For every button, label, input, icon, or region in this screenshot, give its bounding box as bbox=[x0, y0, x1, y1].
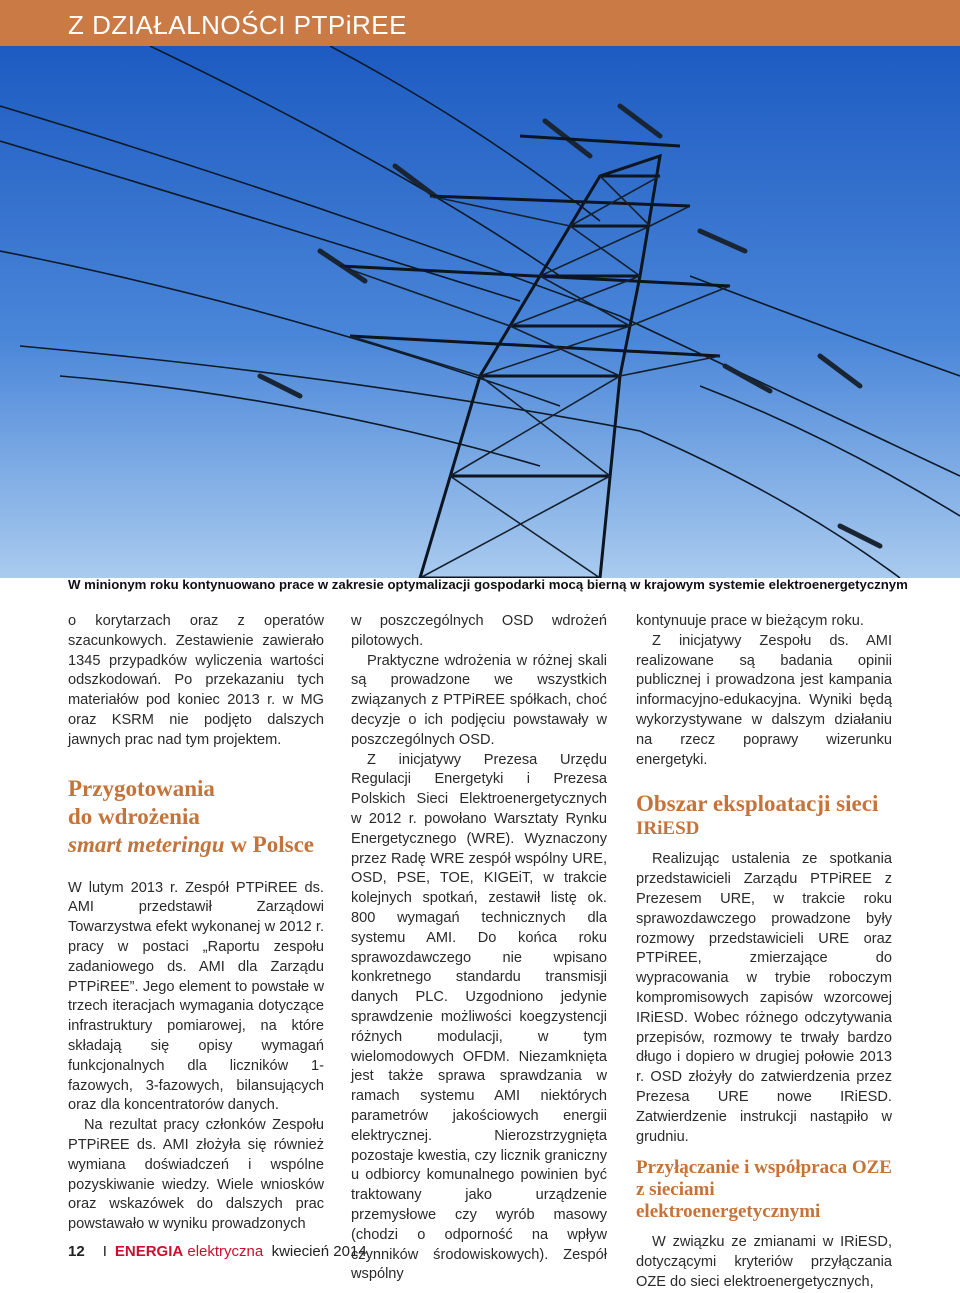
footer-separator: I bbox=[102, 1243, 107, 1260]
magazine-brand: ENERGIA bbox=[114, 1243, 184, 1260]
paragraph: w poszczególnych OSD wdrożeń pilotowych. bbox=[351, 613, 607, 649]
paragraph: W lutym 2013 r. Zespół PTPiREE ds. AMI przedstawił Zarządowi Towarzystwa efekt wykonanej w 2012 r. pracy w postaci „Raportu zespołu zadaniowego ds. AMI dla Zarządu PTPiREE”. Jego element to powstałe w trzech iteracjach wymagania dotyczące infrastruktury pomiarowej, na które składają się opisy wymagań funkcjonalnych dla liczników 1-fazowych, 3-fazowych, bilansujących oraz dla koncentratorów danych. bbox=[68, 879, 324, 1114]
section-heading-smart-metering bbox=[68, 775, 324, 859]
subheading-line: Przyłączanie i współpraca OZE bbox=[636, 1157, 892, 1179]
magazine-brand-suffix: elektryczna bbox=[187, 1243, 264, 1260]
column-3 bbox=[636, 612, 892, 1293]
paragraph: W związku ze zmianami w IRiESD, dotyczącymi kryteriów przyłączania OZE do sieci elektroenergetycznych, bbox=[636, 1234, 892, 1290]
section-header-bar bbox=[0, 0, 960, 46]
paragraph: Z inicjatywy Zespołu ds. AMI realizowane są badania opinii publicznej i prowadzona jest kampania informacyjno-edukacyjna. Wyniki będą wykorzystywane w dalszym działaniu na rzecz poprawy wizerunku energetyki. bbox=[636, 632, 892, 768]
paragraph: kontynuuje prace w bieżącym roku. bbox=[636, 613, 864, 629]
paragraph: Na rezultat pracy członków Zespołu PTPiREE ds. AMI złożyła się również wymiana doświadczeń i wspólne pozyskiwanie wiedzy. Wiele wniosków oraz wskazówek do dalszych prac powstawało w wyniku prowadzonych bbox=[68, 1117, 324, 1233]
power-pylon-photo bbox=[0, 46, 960, 578]
heading-line: do wdrożenia bbox=[68, 803, 200, 829]
heading-line: Przygotowania bbox=[68, 775, 215, 801]
paragraph: Z inicjatywy Prezesa Urzędu Regulacji Energetyki i Prezesa Polskich Sieci Elektroenergetycznych w 2012 r. powołano Warsztaty Rynku Energetycznego (WRE). Wyznaczony przez Radę WRE zespół wspólny URE, OSD, PSE, TOE, KIGEiT, w trakcie kolejnych spotkań, zestawił listę ok. 800 wymagań technicznych dla systemu AMI. Do końca roku sprawozdawczego nie wpisano konkretnego standardu transmisji danych PLC. Uzgodniono jedynie sprawdzenie możliwości koegzystencji różnych modulacji, w tym wielomodowych OFDM. Niezamknięta jest także sprawa sprawdzania w ramach systemu AMI niektórych parametrów jakościowych energii elektrycznej. Nierozstrzygnięta pozostaje kwestia, czy licznik graniczny u odbiorcy komunalnego powinien być traktowany jako urządzenie przemysłowe czy wyrób masowy (chodzi o odporność na wpływ czynników środowiskowych). Zespół wspólny bbox=[351, 751, 607, 1283]
section-title: Z DZIAŁALNOŚCI PTPiREE bbox=[68, 10, 407, 40]
issue-date: kwiecień 2014 bbox=[271, 1243, 367, 1260]
section-heading-network-operation: Obszar eksploatacji sieci bbox=[636, 791, 879, 817]
pylon-illustration bbox=[0, 46, 960, 578]
heading-emphasis: smart meteringu bbox=[68, 831, 225, 857]
paragraph: Realizując ustalenia ze spotkania przedstawicieli Zarządu PTPiREE z Prezesem URE, w trakcie roku sprawozdawczego prowadzone były rozmowy przedstawicieli URE oraz PTPiREE, zmierzające do wypracowania w trybie roboczym kompromisowych zapisów wzorcowej IRiESD. Wobec różnego odczytywania przepisów, rozmowy te trwały bardzo długo i dopiero w drugiej połowie 2013 r. OSD złożyły do zatwierdzenia przez Prezesa URE nowe IRiESD. Zatwierdzenie instrukcji nastąpiło w grudniu. bbox=[636, 851, 892, 1145]
subheading-line: z sieciami elektroenergetycznymi bbox=[636, 1179, 821, 1223]
page-number: 12 bbox=[68, 1243, 85, 1260]
subheading-iriesd: IRiESD bbox=[636, 818, 700, 840]
page-footer bbox=[68, 1243, 367, 1260]
column-2 bbox=[351, 612, 607, 1285]
photo-caption: W minionym roku kontynuowano prace w zakresie optymalizacji gospodarki mocą bierną w krajowym systemie elektroenergetycznym bbox=[68, 577, 908, 592]
column-1 bbox=[68, 612, 324, 1235]
heading-line: w Polsce bbox=[224, 831, 314, 857]
subheading-oze bbox=[636, 1157, 892, 1223]
paragraph: o korytarzach oraz z operatów szacunkowych. Zestawienie zawierało 1345 przypadków wyliczenia wartości odszkodowań. Po przekazaniu tych materiałów pod koniec 2013 r. w MG oraz KSRM nie podjęto dalszych jawnych prac nad tym projektem. bbox=[68, 613, 324, 748]
paragraph: Praktyczne wdrożenia w różnej skali są prowadzone we wszystkich związanych z PTPiREE spółkach, choć decyzje o ich podjęciu powstawały w poszczególnych OSD. bbox=[351, 652, 607, 748]
